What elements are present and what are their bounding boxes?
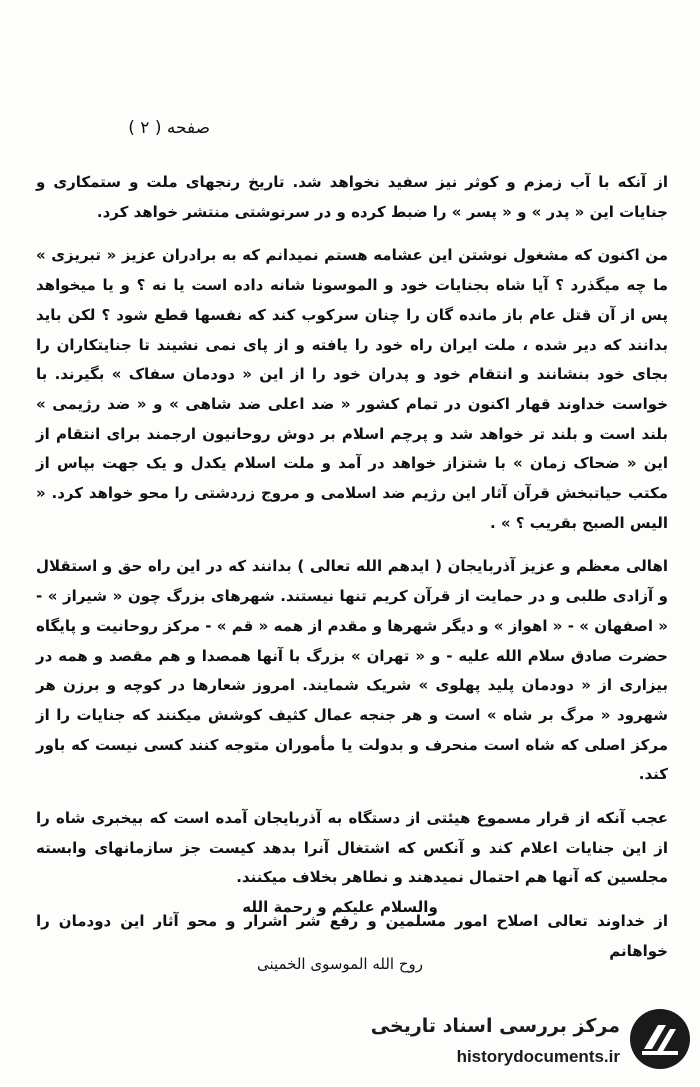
watermark-url: historydocuments.ir: [456, 1047, 620, 1066]
paragraph-5: از خداوند تعالی اصلاح امور مسلمین و رفع شر اشرار و محو آثار این دودمان را خواهانم: [36, 912, 668, 960]
archive-logo-icon: [628, 1007, 692, 1071]
page-number-label: صفحه ( ۲ ): [128, 118, 210, 138]
letter-body: [36, 168, 668, 967]
watermark: [370, 1001, 692, 1081]
paragraph-2: من اکنون که مشغول نوشتن این عشامه هستم نمیدانم که به برادران عزیز « تبریزی » ما چه میگذرد ؟ آیا شاه بجنایات خود و الموسونا شانه داده است یا نه ؟ و یا میخواهد پس از آن قتل عام باز مانده گان را چنان سرکوب کند که نفسها قطع شود ؟ لکن باید بدانند که دیر شده ، ملت ایران راه خود را یافته و از پای نمی نشیند تا جنایتکاران را بجای خود بنشانند و انتقام خود و پدران خود را از این « دودمان سفاک » بگیرند. با خواست خداوند قهار اکنون در تمام کشور « ضد اعلی ضد شاهی » و « ضد رژیمی » بلند است و بلند تر خواهد شد و پرچم اسلام بر دوش روحانیون ارجمند برای انتقام از این « ضحاک زمان » با شتزاز خواهد در آمد و ملت اسلام یکدل و یک جهت بپاس از مکتب حیاتبخش قرآن آثار این رژیم ضد اسلامی و مروج زردشتی را محو خواهد کرد. « الیس الصبح بقریب ؟ » .: [36, 246, 668, 532]
paragraph-1: از آنکه با آب زمزم و کوثر نیز سفید نخواهد شد. تاریخ رنجهای ملت و ستمکاری و جنایات این « پدر » و « پسر » را ضبط کرده و در سرنوشتی منتشر خواهد کرد.: [36, 173, 668, 221]
watermark-title: مرکز بررسی اسناد تاریخی: [370, 1015, 620, 1037]
paragraph-4: عجب آنکه از قرار مسموع هیئتی از دستگاه به آذربایجان آمده است که بیخبری شاه را از این جنایات اعلام کند و آنکس که اشتغال آنرا بدهد کیست جز سازمانهای وابسته مجلسین که آنها هم احتمال نمیدهند و نطاهر بخلاف میکنند.: [36, 809, 668, 887]
paragraph-3: اهالی معظم و عزیز آذربایجان ( ایدهم الله تعالی ) بدانند که در این راه حق و استقلال و آزادی طلبی و در حمایت از قرآن کریم تنها نیستند. شهرهای بزرگ چون « شیراز » - « اصفهان » - « اهواز » و دیگر شهرها و مقدم از همه « قم » - مرکز روحانیت و پایگاه حضرت صادق سلام الله علیه - و « تهران » بزرگ با آنها همصدا و هم مقصد و همه در بیزاری از « دودمان پلید پهلوی » شریک شمایند. امروز شعارها در کوچه و برزن هر شهرود « مرگ بر شاه » است و هر جنجه عمال کثیف کوشش میکنند که جنایات را از مرکز اصلی که شاه است منحرف و بدولت یا مأموران متوجه کنند کسی نیست که باور کند.: [36, 557, 668, 784]
signature: روح الله الموسوی الخمینی: [256, 955, 424, 973]
closing-salutation: والسلام علیکم و رحمة الله: [242, 898, 438, 916]
